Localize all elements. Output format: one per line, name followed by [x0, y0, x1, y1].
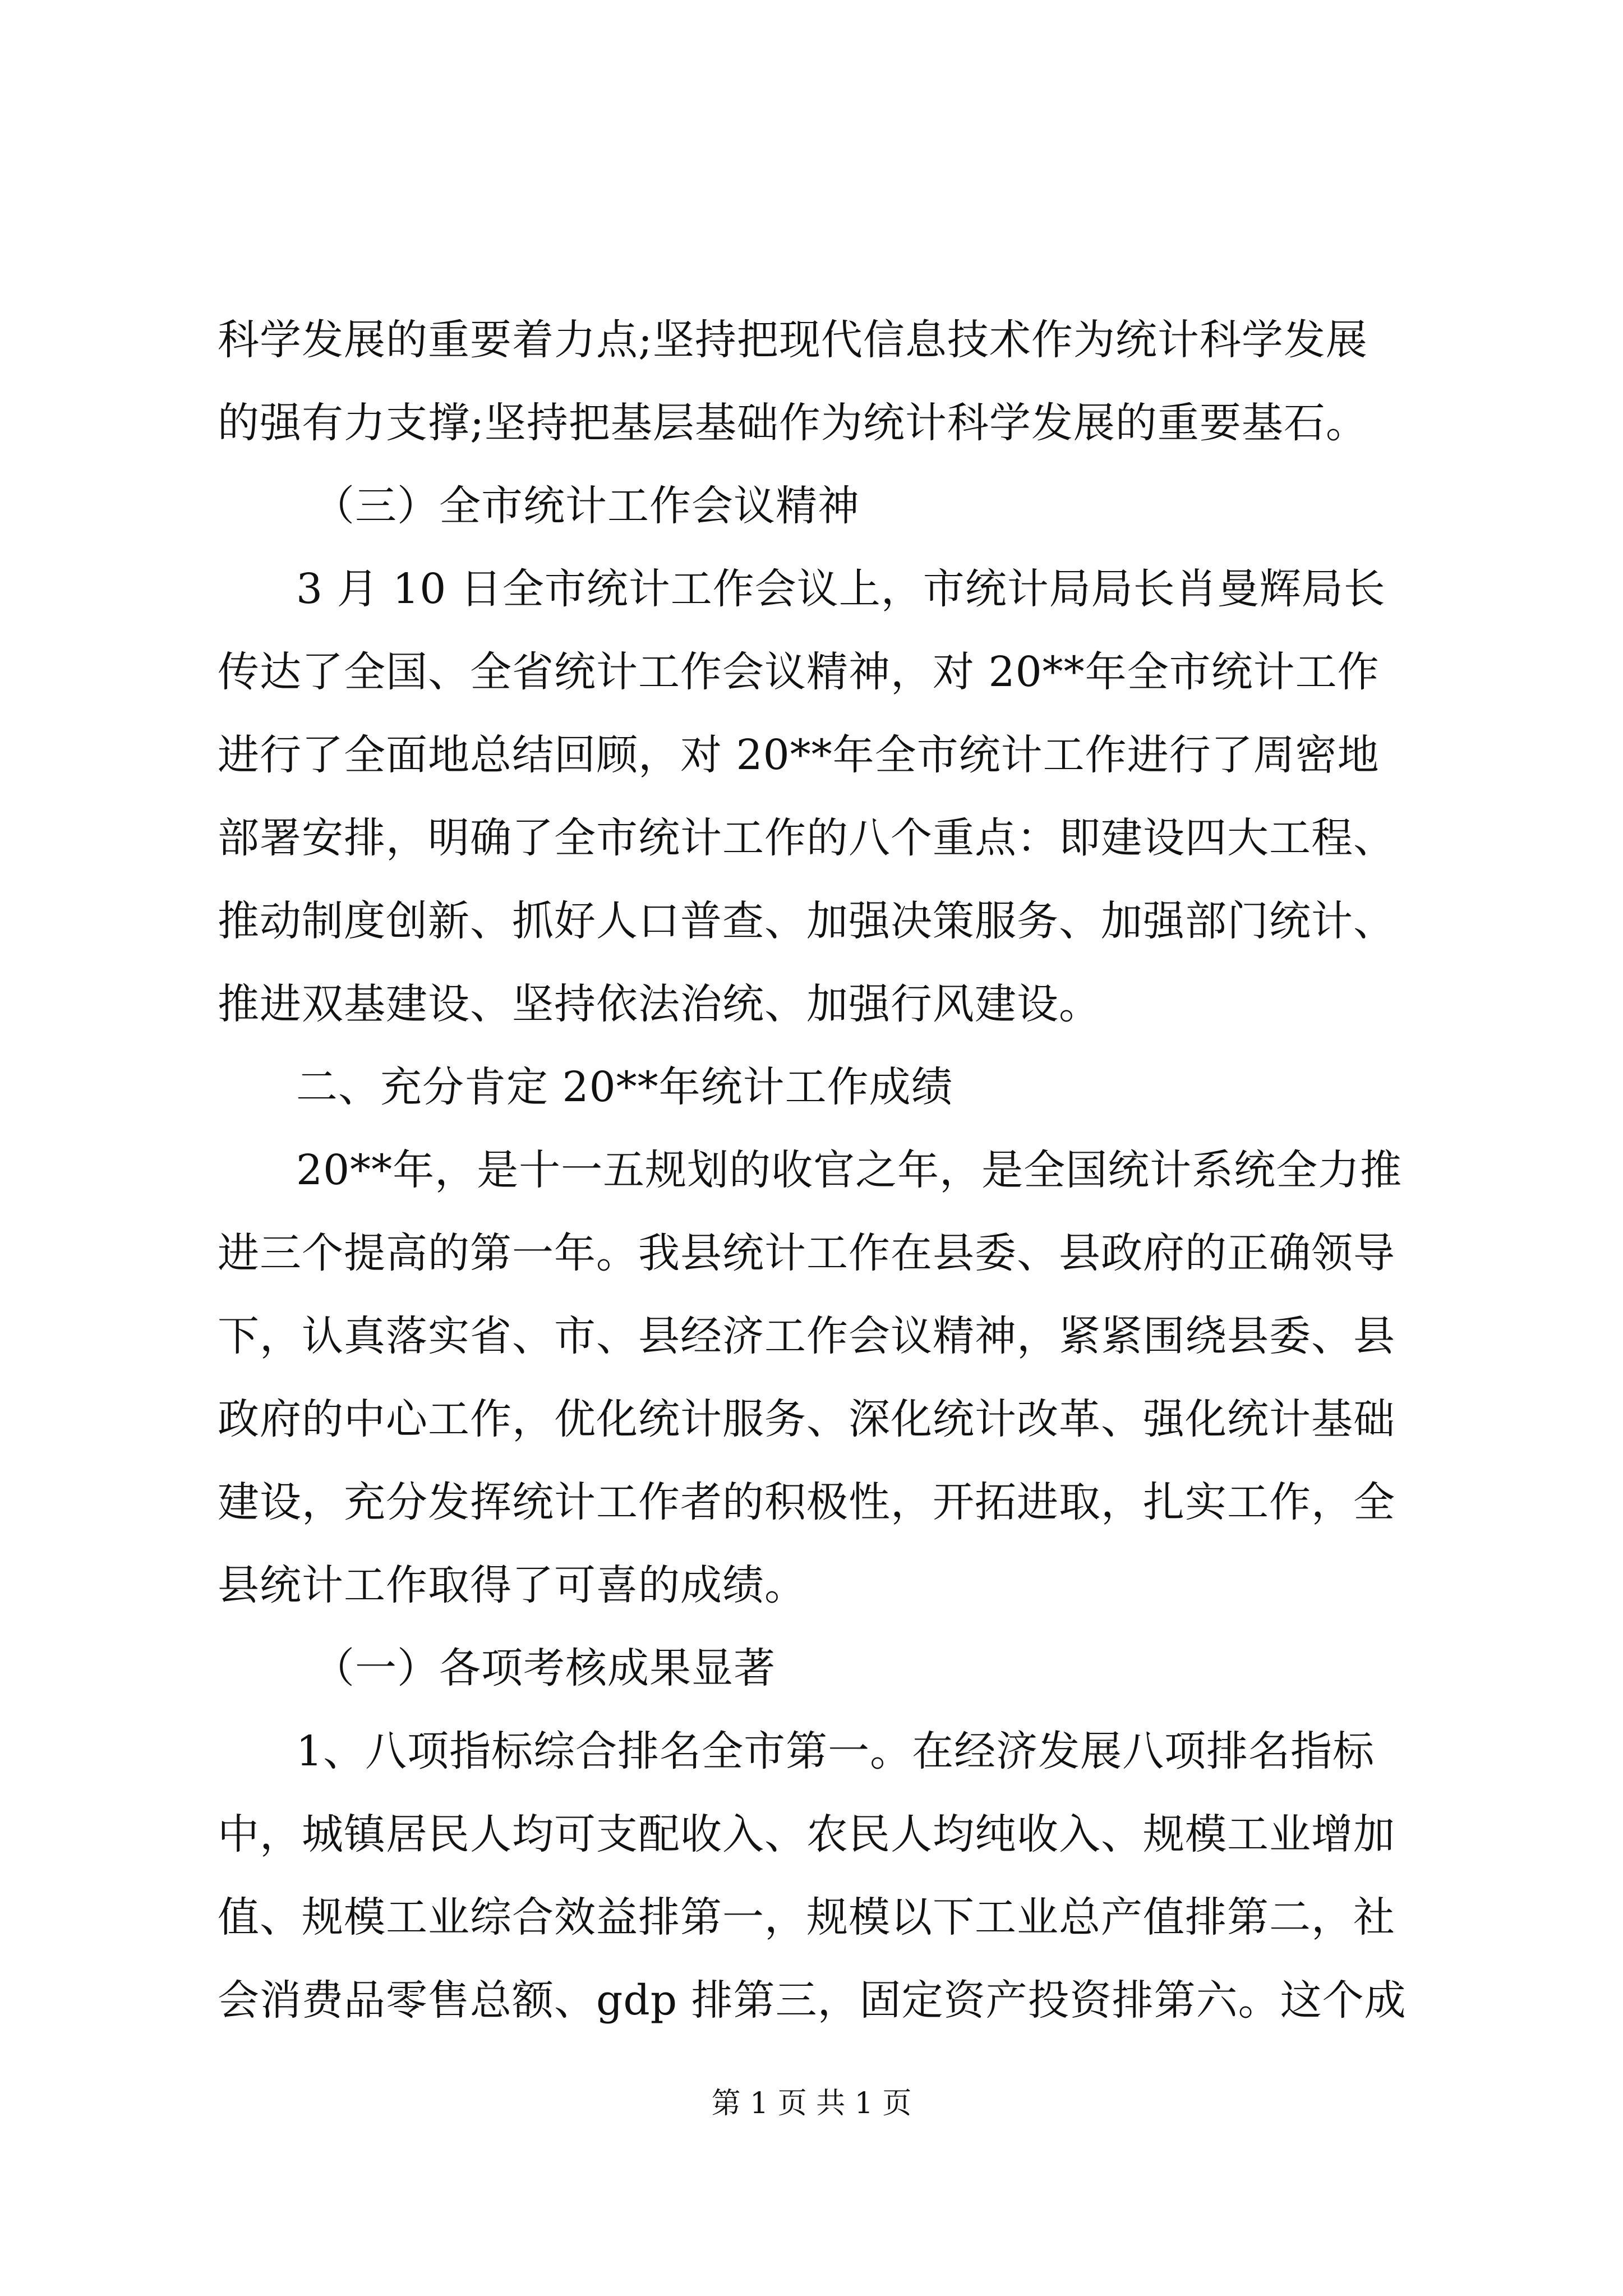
document-body [218, 298, 1440, 2042]
text-line: 3 月 10 日全市统计工作会议上，市统计局局长肖曼辉局长 [296, 565, 1386, 613]
text-line: 科学发展的重要着力点;坚持把现代信息技术作为统计科学发展 [218, 316, 1368, 364]
text-line: 推动制度创新、抓好人口普查、加强决策服务、加强部门统计、 [218, 897, 1395, 945]
section-heading: （三）全市统计工作会议精神 [313, 482, 860, 530]
text-line: 进三个提高的第一年。我县统计工作在县委、县政府的正确领导 [218, 1229, 1395, 1277]
text-line: 的强有力支撑;坚持把基层基础作为统计科学发展的重要基石。 [218, 399, 1368, 447]
text-line: 政府的中心工作，优化统计服务、深化统计改革、强化统计基础 [218, 1395, 1395, 1443]
text-line: 县统计工作取得了可喜的成绩。 [218, 1561, 806, 1609]
text-line: 下，认真落实省、市、县经济工作会议精神，紧紧围绕县委、县 [218, 1312, 1395, 1360]
page-footer: 第 1 页 共 1 页 [711, 2087, 912, 2120]
text-line: 1、八项指标综合排名全市第一。在经济发展八项排名指标 [296, 1727, 1375, 1775]
text-line: 中，城镇居民人均可支配收入、农民人均纯收入、规模工业增加 [218, 1810, 1395, 1858]
text-line: 进行了全面地总结回顾，对 20**年全市统计工作进行了周密地 [218, 731, 1380, 779]
text-line: 值、规模工业综合效益排第一，规模以下工业总产值排第二，社 [218, 1893, 1395, 1941]
text-line: 推进双基建设、坚持依法治统、加强行风建设。 [218, 980, 1101, 1028]
text-line: 部署安排，明确了全市统计工作的八个重点：即建设四大工程、 [218, 814, 1395, 862]
text-line: 20**年，是十一五规划的收官之年，是全国统计系统全力推 [296, 1146, 1403, 1194]
text-line: 会消费品零售总额、gdp 排第三，固定资产投资排第六。这个成 [218, 1976, 1407, 2024]
text-line: 建设，充分发挥统计工作者的积极性，开拓进取，扎实工作，全 [218, 1478, 1395, 1526]
text-line: 传达了全国、全省统计工作会议精神，对 20**年全市统计工作 [218, 648, 1380, 696]
section-heading: 二、充分肯定 20**年统计工作成绩 [296, 1063, 953, 1111]
section-heading: （一）各项考核成果显著 [313, 1644, 776, 1692]
